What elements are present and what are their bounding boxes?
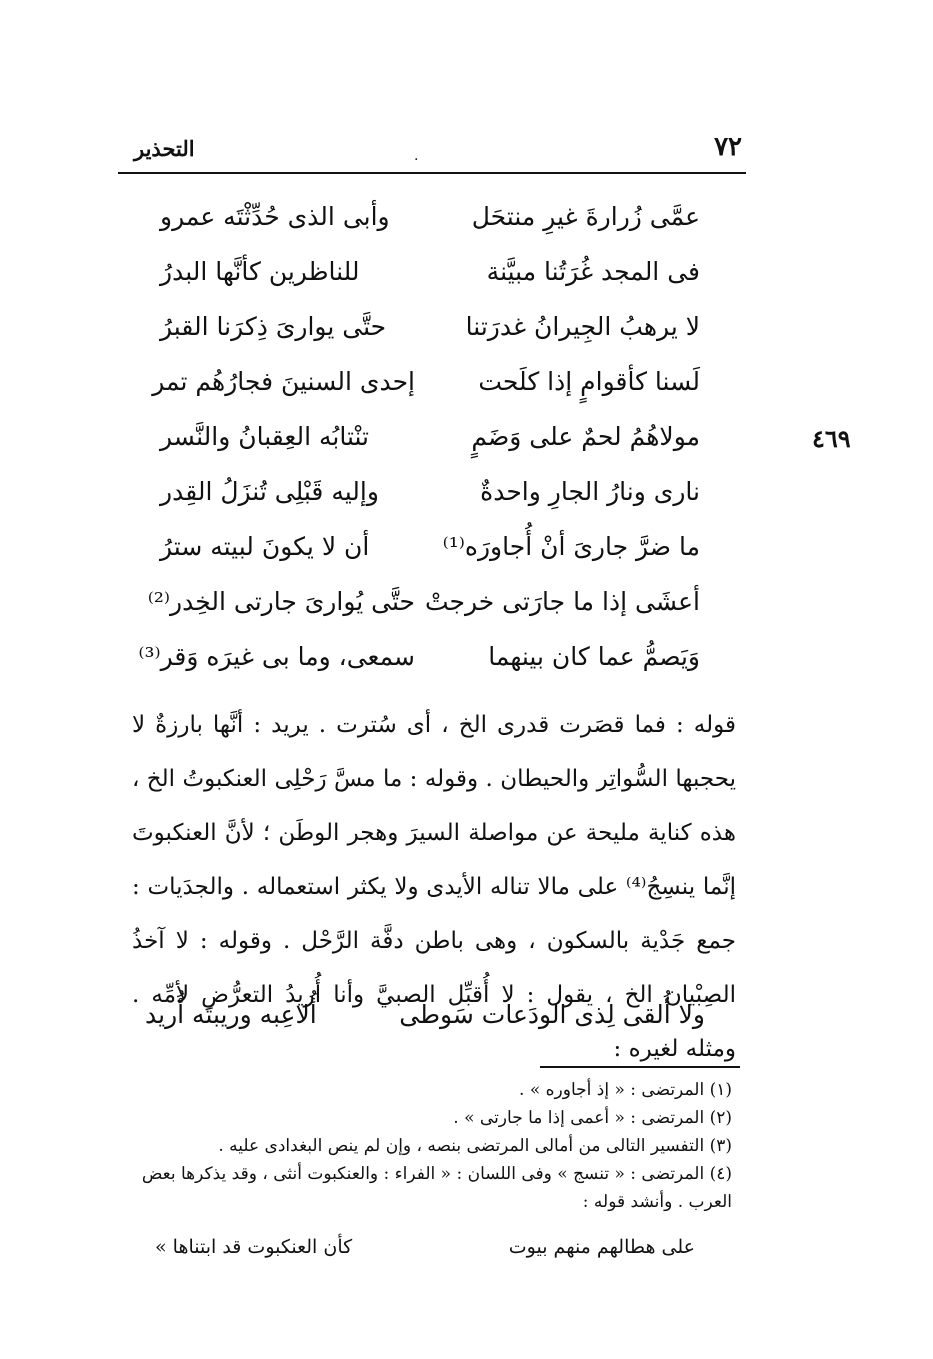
header-center-mark: . bbox=[414, 148, 419, 164]
second-hemistich: حتَّى يوارىَ ذِكرَنا القبرُ bbox=[160, 312, 387, 341]
second-hemistich: للناظرين كأنَّها البدرُ bbox=[160, 257, 360, 286]
margin-page-number: ٤٦٩ bbox=[812, 424, 851, 453]
first-hemistich: لا يرهبُ الجِيرانُ غدرَتنا bbox=[465, 312, 700, 341]
poem-verse bbox=[138, 636, 700, 691]
footnote-verse bbox=[155, 1234, 695, 1268]
footnote: (٣) التفسير التالى من أمالى المرتضى بنصه ، وإن لم ينص البغدادى عليه . bbox=[218, 1136, 732, 1156]
footnote: (٤) المرتضى : « تنسج » وفى اللسان : « الفراء : والعنكبوت أنثى ، وقد يذكرها بعض العرب . وأنشد قوله : bbox=[141, 1164, 732, 1212]
first-hemistich: لَسنا كأقوامٍ إذا كلَحت bbox=[478, 367, 700, 396]
cited-verse bbox=[145, 996, 705, 1040]
second-hemistich: تنْتابُه العِقبانُ والنَّسر bbox=[160, 422, 369, 451]
commentary-paragraph: قوله : فما قصَرت قدرى الخ ، أى سُترت . يريد : أنَّها بارزةٌ لا يحجبها السُّواتِر والحيطان . وقوله : ما مسَّ رَحْلِى العنكبوتُ الخ ، هذه كناية مليحة عن مواصلة السيرَ وهجر الوطَن ؛ لأنَّ العنكبوتَ إنَّما ينسِجُ⁽⁴⁾ على مالا تناله الأيدى ولا يكثر استعماله . والجدَيات : جمع جَدْية بالسكون ، وهى باطن دفَّة الرَّحْل . وقوله : لا آخذُ الصِبْيان الخ ، يقول : لا أُقبِّل الصبيَّ وأنا أُريدُ التعرُّض لأمِّه . ومثله لغيره : bbox=[132, 712, 736, 1062]
poem bbox=[138, 196, 700, 691]
second-hemistich: وإليه قَبْلِى تُنزَلُ القِدر bbox=[160, 477, 379, 506]
running-title: التحذير bbox=[134, 136, 195, 161]
page-header bbox=[118, 130, 746, 174]
first-hemistich: عمَّى زُرارةَ غيرِ منتحَل bbox=[471, 202, 700, 231]
first-hemistich: مولاهُمُ لحمٌ على وَضَمٍ bbox=[471, 422, 700, 451]
first-hemistich: فى المجد غُرَتُنا مبيَّنة bbox=[486, 257, 700, 286]
page-number: ٧٢ bbox=[714, 132, 742, 162]
second-hemistich: كأن العنكبوت قد ابتناها » bbox=[155, 1236, 353, 1258]
header-rule bbox=[118, 172, 746, 174]
first-hemistich: ولا أُلقى لِذى الودَعات سَوطى bbox=[399, 1000, 705, 1029]
poem-verse bbox=[160, 416, 700, 471]
poem-verse bbox=[147, 581, 700, 636]
second-hemistich: أن لا يكونَ لبيته سترُ bbox=[160, 532, 370, 561]
poem-verse bbox=[160, 251, 700, 306]
poem-verse bbox=[160, 471, 700, 526]
second-hemistich: وأبى الذى حُدِّثْتَه عمرو bbox=[160, 202, 390, 231]
second-hemistich: إحدى السنينَ فجارُهُم تمر bbox=[152, 367, 415, 396]
second-hemistich: أُلاعِبه وريبتَه أُريد bbox=[145, 1000, 317, 1029]
second-hemistich: حتَّى يُوارىَ جارتى الخِدر⁽²⁾ bbox=[147, 587, 415, 616]
first-hemistich: أعشَى إذا ما جارَتى خرجتْ bbox=[424, 587, 700, 616]
footnote: (١) المرتضى : « إذ أجاوره » . bbox=[519, 1080, 732, 1100]
poem-verse bbox=[160, 196, 700, 251]
footnote-rule bbox=[540, 1066, 740, 1068]
footnotes bbox=[118, 1076, 732, 1216]
first-hemistich: نارى ونارُ الجارِ واحدةٌ bbox=[480, 477, 700, 506]
second-hemistich: سمعى، وما بى غيرَه وَقر⁽³⁾ bbox=[138, 642, 415, 671]
first-hemistich: ما ضرَّ جارىَ أنْ أُجاورَه⁽¹⁾ bbox=[442, 532, 700, 561]
first-hemistich: وَيَصمُّ عما كان بينهما bbox=[488, 642, 700, 671]
poem-verse bbox=[160, 306, 700, 361]
first-hemistich: على هطالهم منهم بيوت bbox=[508, 1236, 695, 1258]
poem-verse bbox=[152, 361, 700, 416]
poem-verse bbox=[160, 526, 700, 581]
footnote: (٢) المرتضى : « أعمى إذا ما جارتى » . bbox=[453, 1108, 732, 1128]
